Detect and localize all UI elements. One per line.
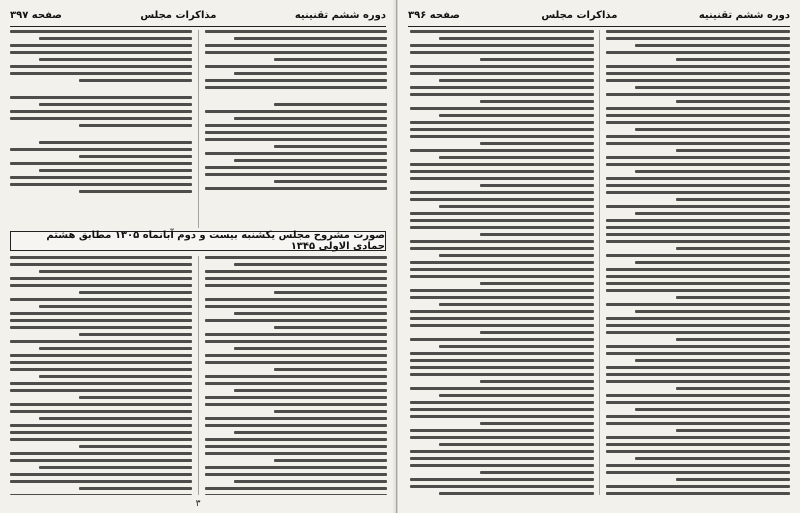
left-top-divider	[198, 30, 199, 228]
left-header-right: دوره ششم تقنینیه	[294, 9, 386, 21]
left-page-col-left-bottom	[10, 256, 192, 495]
right-page	[398, 0, 800, 513]
session-title-box: صورت مشروح مجلس یکشنبه بیست و دوم آبانماه ۱۳۰۵ مطابق هشتم جمادی الاولی ۱۳۴۵	[10, 231, 386, 251]
left-page-footer-number: ۳	[195, 499, 201, 509]
right-running-header	[408, 6, 790, 24]
left-header-left: صفحه ۳۹۷	[10, 9, 62, 21]
left-header-center: مذاکرات مجلس	[140, 9, 217, 21]
right-header-left: صفحه ۳۹۶	[408, 9, 460, 21]
right-header-rule	[408, 26, 790, 27]
right-header-center: مذاکرات مجلس	[541, 9, 618, 21]
right-page-col-left	[410, 30, 594, 495]
left-page-col-right-bottom	[205, 256, 387, 495]
left-page-col-left-top	[10, 30, 192, 228]
left-bottom-divider	[198, 256, 199, 495]
right-header-right: دوره ششم تقنینیه	[698, 9, 790, 21]
left-header-rule	[10, 26, 386, 27]
left-page-footer	[12, 499, 384, 509]
right-page-col-right	[606, 30, 790, 495]
left-running-header	[10, 6, 386, 24]
right-page-divider	[599, 30, 600, 495]
left-page	[0, 0, 397, 513]
left-page-col-right-top	[205, 30, 387, 228]
